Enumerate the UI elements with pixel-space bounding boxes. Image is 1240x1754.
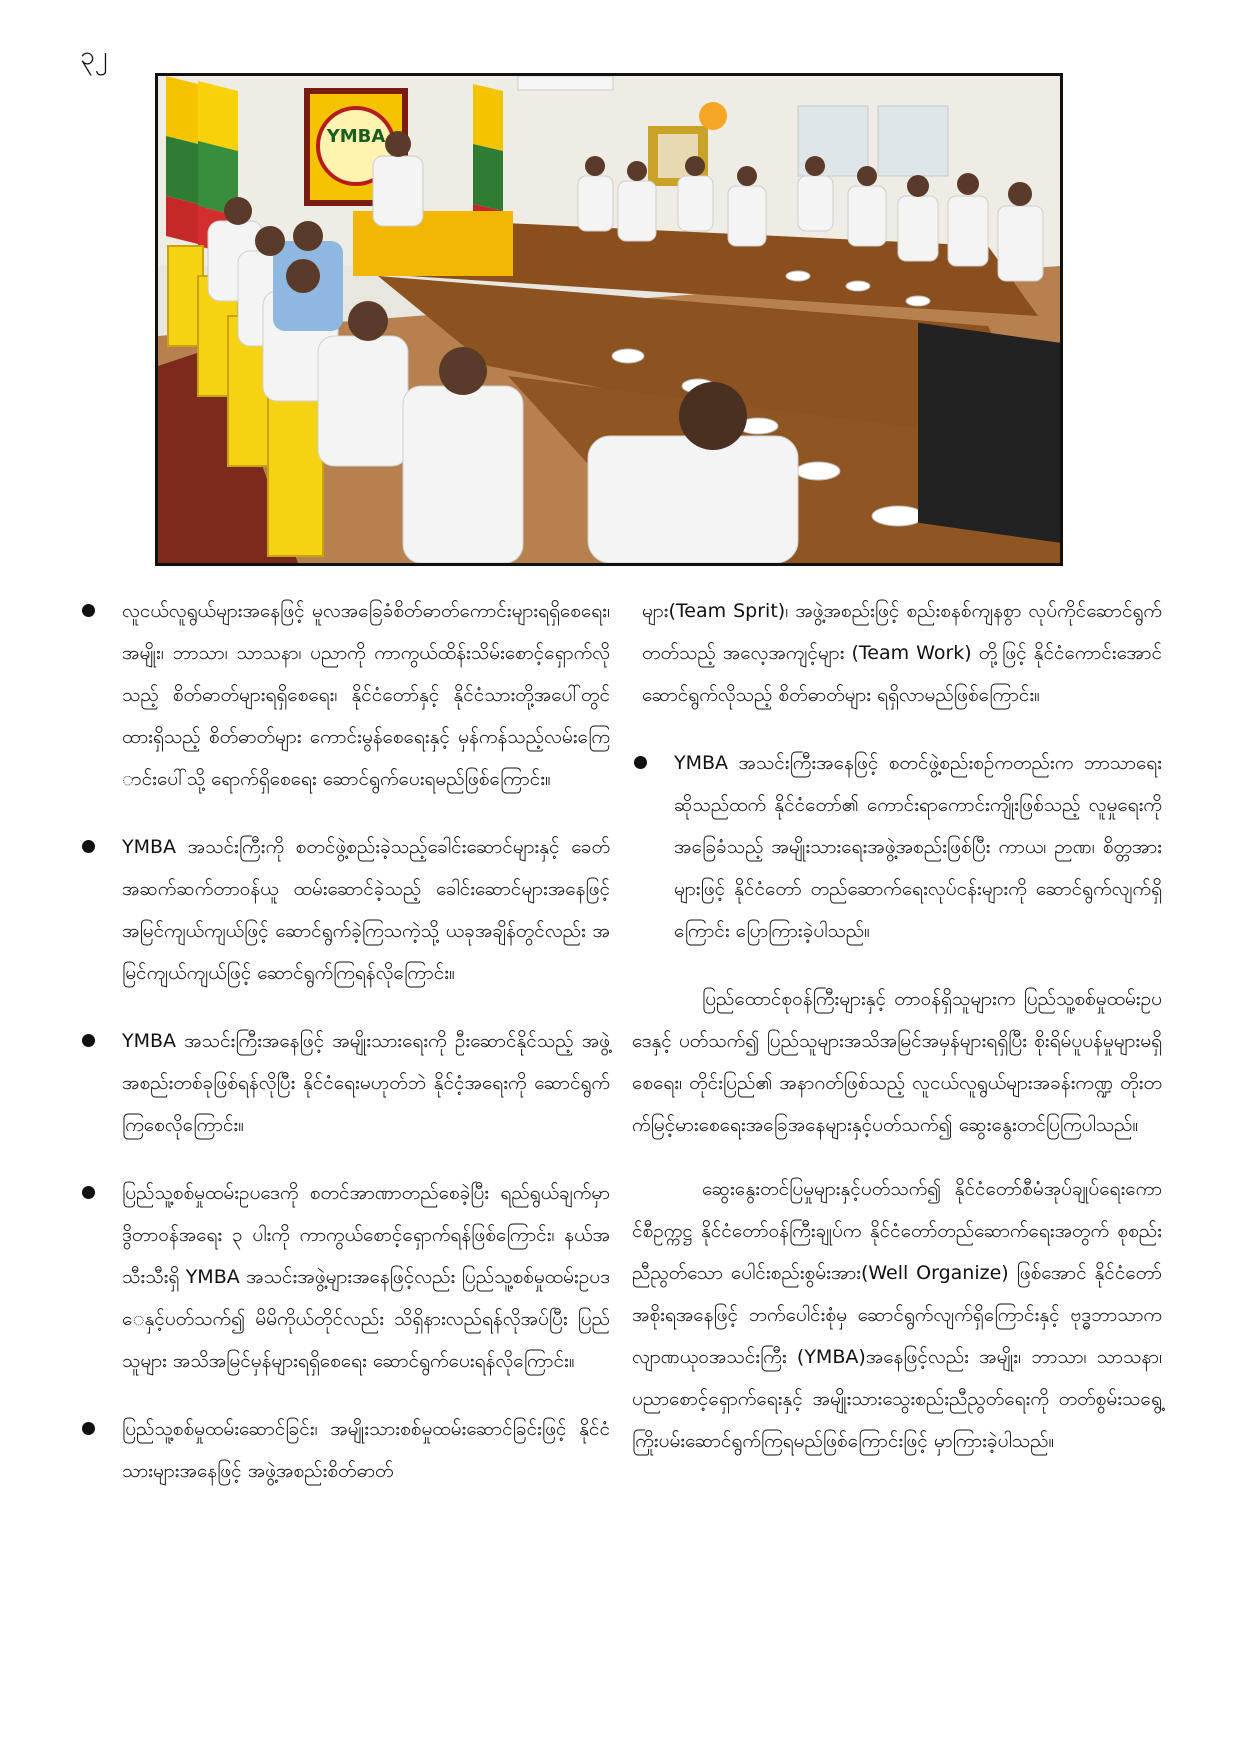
list-item (632, 742, 1162, 952)
list-item (80, 1020, 610, 1146)
bullet-icon (82, 1422, 95, 1435)
bullet-text: YMBA အသင်းကြီးအနေဖြင့် အမျိုးသားရေးကို ဦးဆောင်နိုင်သည့် အဖွဲ့အစည်းတစ်ခုဖြစ်ရန်လိုပြီး နိုင်ငံရေးမဟုတ်ဘဲ နိုင်ငံ့အရေးကို ဆောင်ရွက်ကြစေလိုကြောင်း။ (122, 1030, 610, 1136)
meeting-photo-icon (158, 76, 1060, 563)
list-item (80, 590, 610, 800)
left-column (80, 590, 610, 1518)
bullet-text: YMBA အသင်းကြီးကို စတင်ဖွဲ့စည်းခဲ့သည့်ခေါင်းဆောင်များနှင့် ခေတ်အဆက်ဆက်တာဝန်ယူ ထမ်းဆောင်ခဲ့သည့် ခေါင်းဆောင်များအနေဖြင့် အမြင်ကျယ်ကျယ်ဖြင့် ဆောင်ရွက်ခဲ့ကြသကဲ့သို့ ယခုအချိန်တွင်လည်း အမြင်ကျယ်ကျယ်ဖြင့် ဆောင်ရွက်ကြရန်လိုကြောင်း။ (122, 836, 610, 984)
body-paragraph: ပြည်ထောင်စုဝန်ကြီးများနှင့် တာဝန်ရှိသူများက ပြည်သူ့စစ်မှုထမ်းဥပဒေနှင့် ပတ်သက်၍ ပြည်သူများအသိအမြင်အမှန်များရရှိပြီး စိုးရိမ်ပူပန်မှုများမရှိစေရေး၊ တိုင်းပြည်၏ အနာဂတ်ဖြစ်သည့် လူငယ်လူရွယ်များအခန်းကဏ္ဍ တိုးတက်မြင့်မားစေရေးအခြေအနေများနှင့်ပတ်သက်၍ ဆွေးနွေးတင်ပြကြပါသည်။ (632, 988, 1162, 1136)
bullet-icon (634, 756, 647, 769)
list-item (80, 826, 610, 994)
banner-text: YMBA (326, 126, 386, 147)
continuation-text: များ(Team Sprit)၊ အဖွဲ့အစည်းဖြင့် စည်းစနစ်ကျနစွာ လုပ်ကိုင်ဆောင်ရွက်တတ်သည့် အလေ့အကျင့်များ (Team Work) တို့ဖြင့် နိုင်ငံကောင်းအောင် ဆောင်ရွက်လိုသည့် စိတ်ဓာတ်များ ရရှိလာမည်ဖြစ်ကြောင်း။ (642, 600, 1162, 706)
bullet-icon (82, 1034, 95, 1047)
meeting-photo (155, 73, 1063, 566)
bullet-text: ပြည်သူ့စစ်မှုထမ်းဆောင်ခြင်း၊ အမျိုးသားစစ်မှုထမ်းဆောင်ခြင်းဖြင့် နိုင်ငံသားများအနေဖြင့် အဖွဲ့အစည်းစိတ်ဓာတ် (122, 1418, 610, 1482)
bullet-icon (82, 604, 95, 617)
bullet-icon (82, 1186, 95, 1199)
bullet-text: YMBA အသင်းကြီးအနေဖြင့် စတင်ဖွဲ့စည်းစဉ်ကတည်းက ဘာသာရေးဆိုသည်ထက် နိုင်ငံတော်၏ ကောင်းရာကောင်းကျိုးဖြစ်သည့် လူမှုရေးကို အခြေခံသည့် အမျိုးသားရေးအဖွဲ့အစည်းဖြစ်ပြီး ကာယ၊ ဉာဏ၊ စိတ္တအားများဖြင့် နိုင်ငံတော် တည်ဆောက်ရေးလုပ်ငန်းများကို ဆောင်ရွက်လျက်ရှိကြောင်း ပြောကြားခဲ့ပါသည်။ (674, 752, 1162, 942)
body-paragraph: ဆွေးနွေးတင်ပြမှုများနှင့်ပတ်သက်၍ နိုင်ငံတော်စီမံအုပ်ချုပ်ရေးကောင်စီဥက္ကဋ္ဌ နိုင်ငံတော်ဝန်ကြီးချုပ်က နိုင်ငံတော်တည်ဆောက်ရေးအတွက် စုစည်းညီညွတ်သော ပေါင်းစည်းစွမ်းအား(Well Organize) ဖြစ်အောင် နိုင်ငံတော်အစိုးရအနေဖြင့် ဘက်ပေါင်းစုံမှ ဆောင်ရွက်လျက်ရှိကြောင်းနှင့် ဗုဒ္ဓဘာသာကလျာဏယုဝအသင်းကြီး (YMBA)အနေဖြင့်လည်း အမျိုး၊ ဘာသာ၊ သာသနာ၊ ပညာစောင့်ရှောက်ရေးနှင့် အမျိုးသားသွေးစည်းညီညွတ်ရေးကို တတ်စွမ်းသရွေ့ ကြိုးပမ်းဆောင်ရွက်ကြရမည်ဖြစ်ကြောင်းဖြင့် မှာကြားခဲ့ပါသည်။ (632, 1178, 1162, 1452)
page-number: ၃၂ (80, 41, 108, 71)
bullet-icon (82, 840, 95, 853)
right-column (632, 590, 1162, 1484)
list-item (80, 1172, 610, 1382)
bullet-text: လူငယ်လူရွယ်များအနေဖြင့် မူလအခြေခံစိတ်ဓာတ်ကောင်းများရရှိစေရေး၊ အမျိုး၊ ဘာသာ၊ သာသနာ၊ ပညာကို ကာကွယ်ထိန်းသိမ်းစောင့်ရှောက်လိုသည့် စိတ်ဓာတ်များရရှိစေရေး၊ နိုင်ငံတော်နှင့် နိုင်ငံသားတို့အပေါ်တွင် ထားရှိသည့် စိတ်ဓာတ်များ ကောင်းမွန်စေရေးနှင့် မှန်ကန်သည့်လမ်းကြောင်းပေါ်သို့ ရောက်ရှိစေရေး ဆောင်ရွက်ပေးရမည်ဖြစ်ကြောင်း။ (122, 600, 610, 790)
bullet-text: ပြည်သူ့စစ်မှုထမ်းဥပဒေကို စတင်အာဏာတည်စေခဲ့ပြီး ရည်ရွယ်ချက်မှာ ဒွိတာဝန်အရေး ၃ ပါးကို ကာကွယ်စောင့်ရှောက်ရန်ဖြစ်ကြောင်း၊ နယ်အသီးသီးရှိ YMBA အသင်းအဖွဲ့များအနေဖြင့်လည်း ပြည်သူ့စစ်မှုထမ်းဥပဒေနှင့်ပတ်သက်၍ မိမိကိုယ်တိုင်လည်း သိရှိနားလည်ရန်လိုအပ်ပြီး ပြည်သူများ အသိအမြင်မှန်များရရှိစေရေး ဆောင်ရွက်ပေးရန်လိုကြောင်း။ (122, 1182, 610, 1372)
list-item (80, 1408, 610, 1492)
